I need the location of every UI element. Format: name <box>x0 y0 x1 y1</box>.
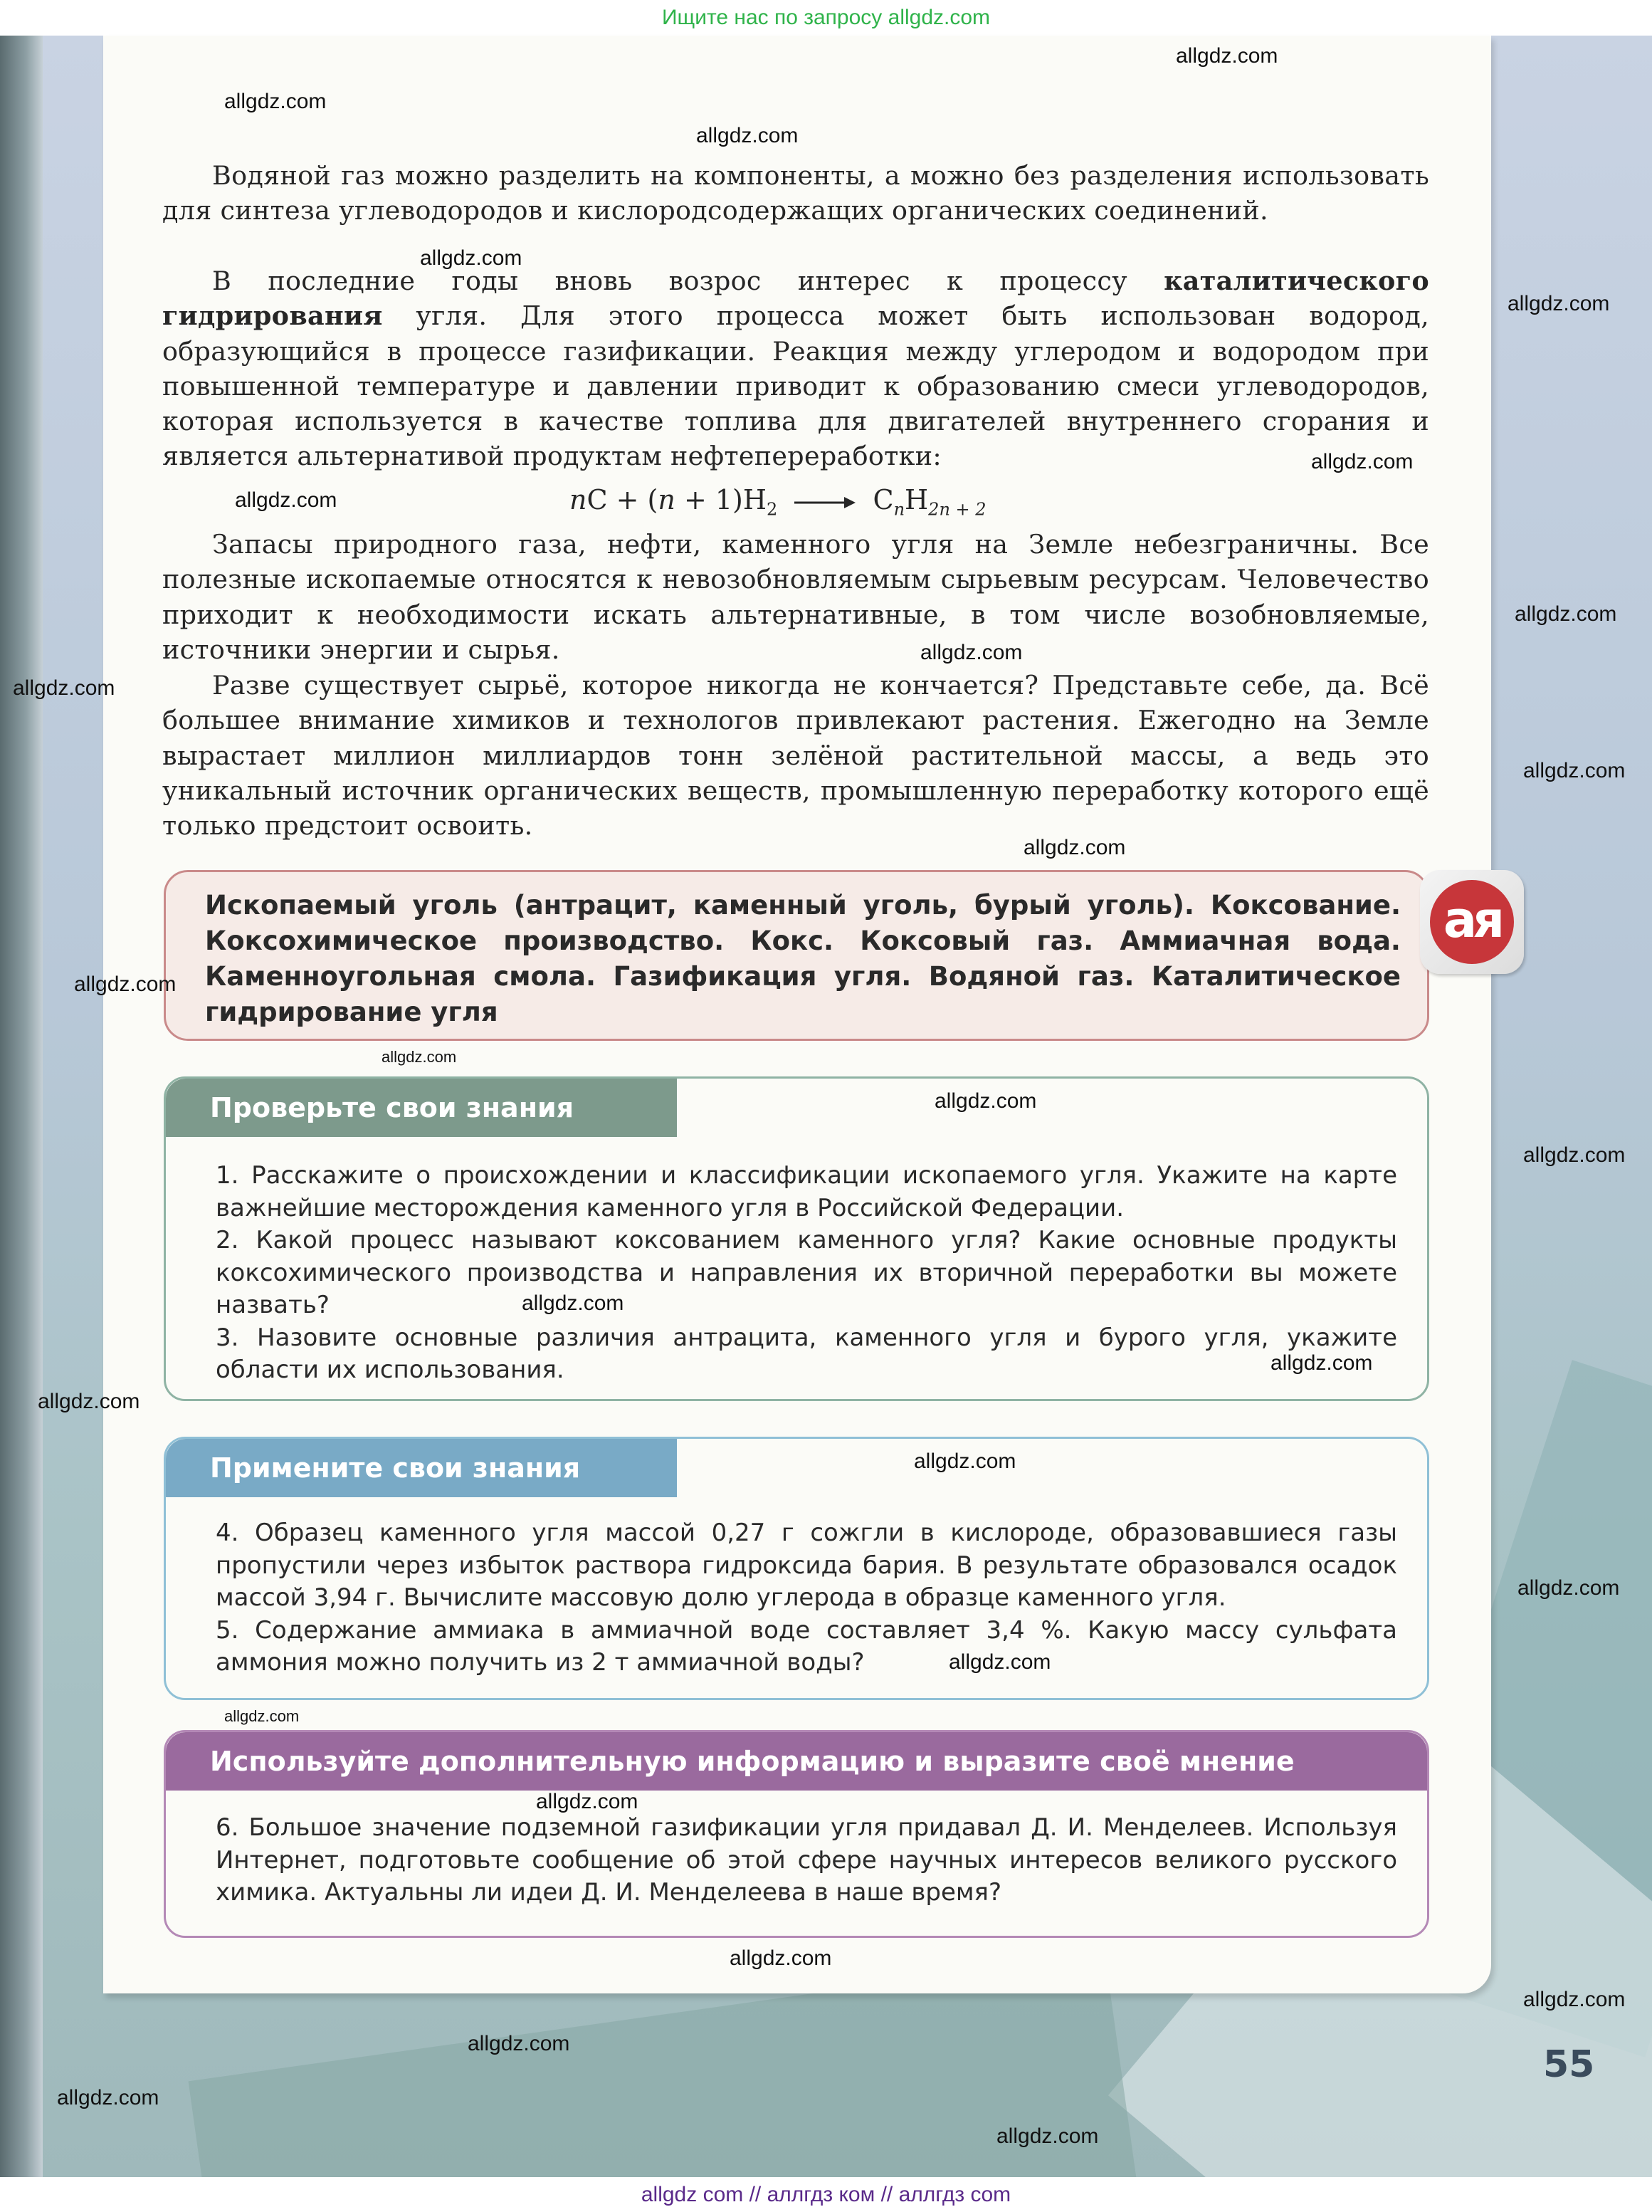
bold-term: каталитического гидрирования <box>162 266 1429 332</box>
ya-letters-icon: ая <box>1430 880 1514 964</box>
top-banner[interactable]: Ищите нас по запросу allgdz.com <box>0 0 1652 36</box>
question-item: 1. Расскажите о происхождении и классификации ископаемого угля. Укажите на карте важнейшие месторождения каменного угля в Российской Федерации. <box>216 1161 1397 1222</box>
arrow-icon <box>793 494 857 511</box>
watermark: allgdz.com <box>1523 1143 1626 1167</box>
question-item: 4. Образец каменного угля массой 0,27 г сожгли в кислороде, образовавшиеся газы пропустили через избыток раствора гидроксида бария. В результате образовался осадок массой 3,94 г. Вычислите массовую долю углерода в образце каменного угля. <box>216 1519 1397 1612</box>
watermark: allgdz.com <box>920 641 1023 664</box>
watermark: allgdz.com <box>420 246 522 270</box>
reaction-equation: nC + $(n + 1)H_2$ $C_nH_{2n + 2}$ <box>569 484 987 520</box>
watermark: allgdz.com <box>1515 602 1617 626</box>
watermark: allgdz.com <box>522 1291 624 1315</box>
question-item: 6. Большое значение подземной газификации угля придавал Д. И. Менделеев. Используя Интернет, подготовьте сообщение об этой сфере научных интересов великого русского химика. Актуальны ли идеи Д. И. Менделеева в наше время? <box>216 1813 1397 1907</box>
extra-info-title: Используйте дополнительную информацию и выразите своё мнение <box>166 1732 1427 1791</box>
watermark: allgdz.com <box>224 90 327 113</box>
paragraph-plants: Разве существует сырьё, которое никогда не кончается? Представьте себе, да. Всё большее внимание химиков и технологов привлекают растения. Ежегодно на Земле вырастает миллион миллиардов тонн зелёной растительной массы, а ведь это уникальный источник органических веществ, промышленную переработку которого ещё только предстоит освоить. <box>162 670 1429 842</box>
watermark: allgdz.com <box>730 1946 832 1970</box>
watermark: allgdz.com <box>57 2086 159 2109</box>
watermark: allgdz.com <box>935 1089 1037 1113</box>
paragraph-hydrogenation: В последние годы вновь возрос интерес к процессу каталитического гидрирования угля. Для этого процесса может быть использован водород, образующийся в процессе газификации. Реакция между углеродом и водородом при повышенной температуре и давлении приводит к образованию смеси углеводородов, которая используется в качестве топлива для двигателей внутреннего сгорания и является альтернативой продуктам нефтепереработки: <box>162 266 1429 472</box>
apply-knowledge-list <box>216 1517 1397 1679</box>
check-knowledge-list <box>216 1160 1397 1387</box>
apply-knowledge-box <box>164 1437 1429 1700</box>
book-spine <box>0 36 43 2177</box>
key-terms-box <box>164 870 1429 1041</box>
question-item: 2. Какой процесс называют коксованием каменного угля? Какие основные продукты коксохимического производства и направления их вторичной переработки вы можете назвать? <box>216 1226 1397 1319</box>
paragraph-reserves: Запасы природного газа, нефти, каменного угля на Земле небезграничны. Все полезные ископаемые относятся к невозобновляемым сырьевым ресурсам. Человечество приходит к необходимости искать альтернативные, в том числе возобновляемые, источники энергии и сырья. <box>162 529 1429 665</box>
question-item: 3. Назовите основные различия антрацита, каменного угля и бурого угля, укажите области их использования. <box>216 1323 1397 1384</box>
watermark: allgdz.com <box>1311 450 1414 473</box>
watermark: allgdz.com <box>13 676 115 700</box>
watermark: allgdz.com <box>914 1450 1016 1473</box>
watermark: allgdz.com <box>1024 836 1126 859</box>
extra-info-box <box>164 1730 1429 1938</box>
watermark: allgdz.com <box>696 124 799 147</box>
watermark: allgdz.com <box>1508 292 1610 315</box>
watermark: allgdz.com <box>1517 1576 1620 1600</box>
check-knowledge-title: Проверьте свои знания <box>166 1079 677 1137</box>
key-terms-icon <box>1420 870 1524 974</box>
watermark: allgdz.com <box>949 1650 1051 1674</box>
watermark: allgdz.com <box>1523 759 1626 782</box>
watermark: allgdz.com <box>1270 1351 1373 1375</box>
watermark: allgdz.com <box>382 1048 457 1066</box>
extra-info-list <box>216 1812 1397 1909</box>
watermark: allgdz.com <box>1523 1988 1626 2011</box>
question-item: 5. Содержание аммиака в аммиачной воде составляет 3,4 %. Какую массу сульфата аммония можно получить из 2 т аммиачной воды? <box>216 1615 1397 1677</box>
watermark: allgdz.com <box>74 973 177 996</box>
watermark: allgdz.com <box>38 1390 140 1413</box>
watermark: allgdz.com <box>468 2032 570 2055</box>
page-number: 55 <box>1543 2043 1595 2086</box>
paragraph-water-gas: Водяной газ можно разделить на компоненты, а можно без разделения использовать для синтеза углеводородов и кислородсодержащих органических соединений. <box>162 160 1429 226</box>
apply-knowledge-title: Примените свои знания <box>166 1439 677 1497</box>
key-terms-text: Ископаемый уголь (антрацит, каменный уголь, бурый уголь). Коксование. Коксохимическое производство. Кокс. Коксовый газ. Аммиачная вода. Каменноугольная смола. Газификация угля. Водяной газ. Каталитическое гидрирование угля <box>205 890 1401 1027</box>
check-knowledge-box <box>164 1076 1429 1401</box>
watermark: allgdz.com <box>1176 44 1278 68</box>
watermark: allgdz.com <box>536 1790 638 1813</box>
watermark: allgdz.com <box>224 1707 300 1725</box>
watermark: allgdz.com <box>235 488 337 512</box>
watermark: allgdz.com <box>996 2124 1099 2148</box>
bottom-banner[interactable]: allgdz com // аллгдз ком // аллгдз com <box>0 2177 1652 2212</box>
